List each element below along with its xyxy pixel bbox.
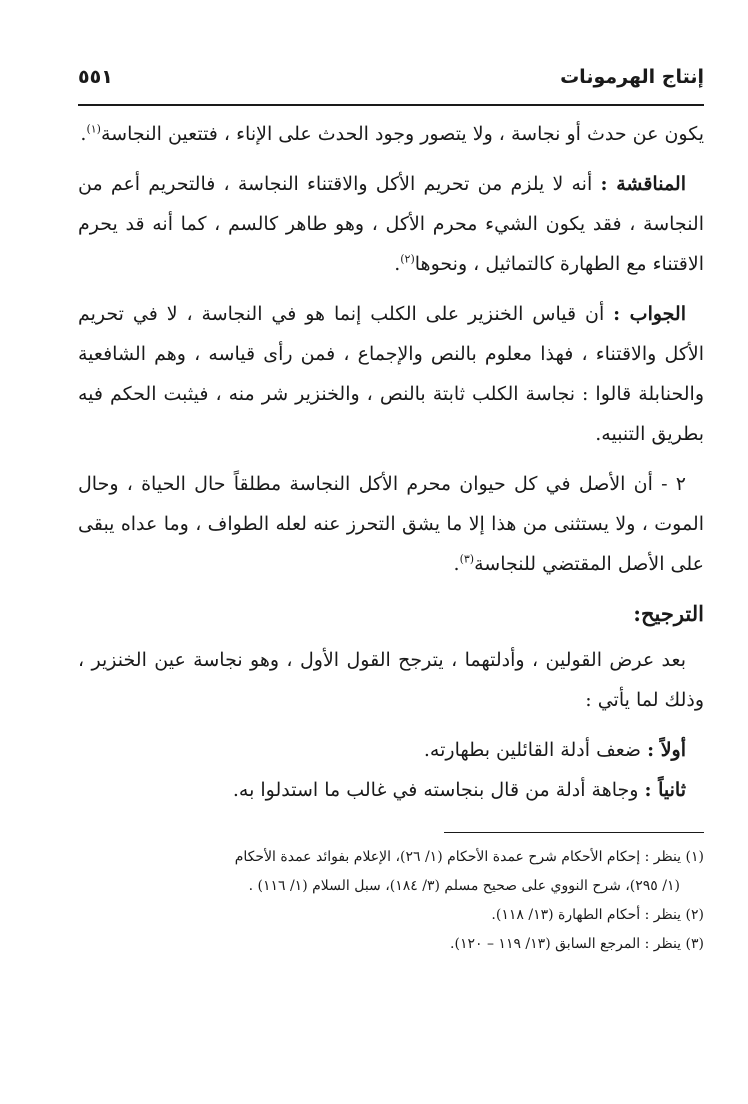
footnote-separator [444,832,704,833]
first-text: ضعف أدلة القائلين بطهارته. [423,739,648,761]
paragraph-answer [78,294,704,454]
paragraph-point-2: ٢ - أن الأصل في كل حيوان محرم الأكل النجاسة مطلقاً حال الحياة ، وحال الموت ، ولا يستثنى من هذا إلا ما يشق التحرز عنه لعله الطواف ، وما عداه يبقى على الأصل المقتضي للنجاسة$^{(٣)}$. [78,473,704,575]
second-label: ثانياً : [644,779,686,801]
discussion-label: المناقشة : [600,173,687,195]
footnote-3: (٣) ينظر : المرجع السابق (١٣/ ١١٩ – ١٢٠). [450,936,704,952]
paragraph-1-text: يكون عن حدث أو نجاسة ، ولا يتصور وجود الحدث على الإناء ، فتتعين النجاسة [100,123,704,145]
paragraph-tarjih [78,640,704,720]
page-header [78,66,704,106]
page-body [78,114,704,810]
footnote-ref-3: (٣) [459,552,475,566]
answer-text: أن قياس الخنزير على الكلب إنما هو في النجاسة ، لا في تحريم الأكل والاقتناء ، فهذا معلوم بالنص والإجماع ، فمن رأى قياسه ، وهم الشافعية والحنابلة قالوا : نجاسة الكلب ثابتة بالنص ، والخنزير شر منه ، فيثبت الحكم فيه بطريق التنبيه. [78,303,704,445]
tarjih-text: بعد عرض القولين ، وأدلتهما ، يترجح القول الأول ، وهو نجاسة عين الخنزير ، وذلك لما يأتي : [78,649,704,711]
second-text: وجاهة أدلة من قال بنجاسته في غالب ما استدلوا به. [232,779,645,801]
footnote-ref-1: (١) [86,122,101,136]
footnote-1-line-1: (١) ينظر : إحكام الأحكام شرح عمدة الأحكام (١/ ٢٦)، الإعلام بفوائد عمدة الأحكام [234,849,704,865]
footnote-ref-2: (٢) [400,252,415,266]
discussion-text: أنه لا يلزم من تحريم الأكل والاقتناء النجاسة ، فالتحريم أعم من النجاسة ، فقد يكون الشيء محرم الأكل ، وهو طاهر كالسم ، كما أنه قد يحرم الاقتناء مع الطهارة كالتماثيل ، ونحوها [78,173,704,275]
footnotes [78,843,704,959]
footnote-1-line-2: (١/ ٢٩٥)، شرح النووي على صحيح مسلم (٣/ ١٨٤)، سبل السلام (١/ ١١٦) . [248,878,680,894]
point-2-text: ٢ - أن الأصل في كل حيوان محرم الأكل النجاسة مطلقاً حال الحياة ، وحال الموت ، ولا يستثنى من هذا إلا ما يشق التحرز عنه لعله الطواف ، وما عداه يبقى على الأصل المقتضي للنجاسة [78,473,704,575]
paragraph-second [78,770,704,810]
paragraph-discussion: المناقشة : أنه لا يلزم من تحريم الأكل والاقتناء النجاسة ، فالتحريم أعم من النجاسة ، فقد يكون الشيء محرم الأكل ، وهو طاهر كالسم ، كما أنه قد يحرم الاقتناء مع الطهارة كالتماثيل ، ونحوها$^{(٢)}$. [78,173,704,275]
page-number: ٥٥١ [78,66,113,88]
footnote-2: (٢) ينظر : أحكام الطهارة (١٣/ ١١٨). [491,907,704,923]
section-heading: الترجيح: [633,601,704,626]
running-title: إنتاج الهرمونات [560,66,704,88]
answer-label: الجواب : [613,303,686,325]
paragraph-1: يكون عن حدث أو نجاسة ، ولا يتصور وجود الحدث على الإناء ، فتتعين النجاسة$^{(١)}$. [80,122,704,145]
book-page [78,66,704,959]
first-label: أولاً : [647,739,686,761]
paragraph-first [78,730,704,770]
